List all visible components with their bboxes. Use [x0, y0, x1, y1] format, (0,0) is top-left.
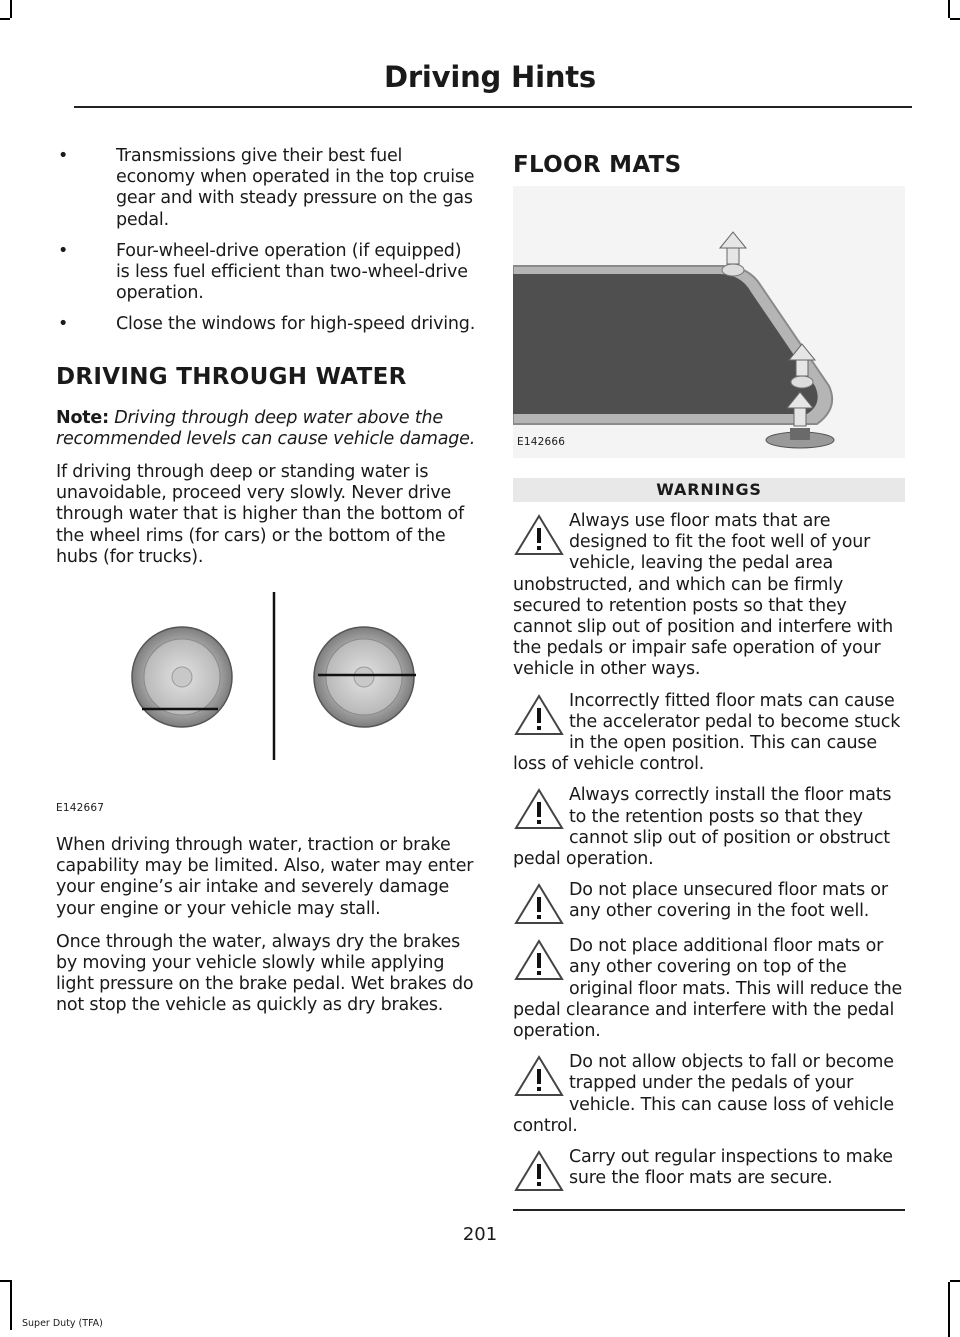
- wheel-right: [314, 627, 414, 727]
- section-heading-floor-mats: FLOOR MATS: [513, 152, 682, 178]
- floor-mat-illustration: [513, 186, 905, 458]
- warning-item: Always correctly install the floor mats to the retention posts so that they cannot slip out of position or obstruct pedal operation.: [513, 785, 892, 870]
- warning-icon: [513, 938, 565, 982]
- crop-mark: [0, 1280, 10, 1282]
- header-divider: [74, 106, 912, 108]
- warning-icon: [513, 513, 565, 557]
- warning-icon: [513, 1054, 565, 1098]
- page-number: 201: [462, 1224, 498, 1245]
- warning-item: Incorrectly fitted floor mats can cause the accelerator pedal to become stuck in the open position. This can cause loss of vehicle control.: [513, 690, 901, 775]
- paragraph: If driving through deep or standing water is unavoidable, proceed very slowly. Never drive through water that is higher than the bottom of the wheel rims (for cars) or the bottom of the hubs (for trucks).: [56, 462, 465, 567]
- crop-mark: [950, 1280, 960, 1282]
- warning-icon: [513, 1149, 565, 1193]
- wheel-left: [132, 627, 232, 727]
- crop-mark: [950, 18, 960, 20]
- figure-code: E142666: [517, 436, 566, 448]
- page-title: Driving Hints: [383, 60, 596, 94]
- crop-mark: [948, 0, 950, 18]
- warnings-header: WARNINGS: [513, 478, 905, 502]
- floor-mat-figure: [513, 186, 905, 458]
- warning-item: Do not allow objects to fall or become trapped under the pedals of your vehicle. This can cause loss of vehicle control.: [513, 1052, 894, 1136]
- paragraph: When driving through water, traction or brake capability may be limited. Also, water may enter your engine’s air intake and severely damage your engine or your vehicle may stall.: [56, 835, 474, 919]
- list-item: • Four-wheel-drive operation (if equipped) is less fuel efficient than two-wheel-drive operation.: [58, 240, 468, 304]
- warning-icon: [513, 882, 565, 926]
- crop-mark: [10, 0, 12, 18]
- warning-item: Do not place unsecured floor mats or any other covering in the foot well.: [513, 880, 905, 922]
- crop-mark: [0, 18, 10, 20]
- section-end-divider: [513, 1209, 905, 1211]
- note-text: Driving through deep water above the recommended levels can cause vehicle damage.: [56, 407, 476, 449]
- paragraph: Once through the water, always dry the brakes by moving your vehicle slowly while applying light pressure on the brake pedal. Wet brakes do not stop the vehicle as quickly as dry brakes.: [56, 931, 474, 1016]
- warning-icon: [513, 787, 565, 831]
- model-label: Super Duty (TFA): [22, 1318, 103, 1329]
- right-column: [513, 146, 905, 1211]
- warning-item: Always use floor mats that are designed to fit the foot well of your vehicle, leaving the pedal area unobstructed, and which can be firmly secured to retention posts so that they cannot slip out of position and interfere with the pedals or impair safe operation of your vehicle in other ways.: [513, 511, 893, 680]
- list-item: • Close the windows for high-speed driving.: [58, 314, 476, 335]
- tips-list: [56, 146, 476, 336]
- warning-item: Do not place additional floor mats or any other covering on top of the original floor mats. This will reduce the pedal clearance and interfere with the pedal operation.: [513, 936, 903, 1042]
- note: [56, 408, 476, 450]
- crop-mark: [948, 1282, 950, 1337]
- note-label: Note:: [56, 407, 109, 428]
- list-item: • Transmissions give their best fuel economy when operated in the top cruise gear and with steady pressure on the gas pedal.: [58, 146, 475, 230]
- crop-mark: [10, 1280, 12, 1330]
- section-heading-water: DRIVING THROUGH WATER: [56, 363, 407, 390]
- water-depth-figure: [56, 582, 476, 827]
- warning-item: Carry out regular inspections to make sure the floor mats are secure.: [513, 1147, 905, 1189]
- figure-code: E142667: [56, 802, 105, 815]
- wheel-illustration: [56, 582, 476, 827]
- warning-icon: [513, 693, 565, 737]
- warnings-list: [513, 511, 905, 1193]
- left-column: [56, 146, 476, 1017]
